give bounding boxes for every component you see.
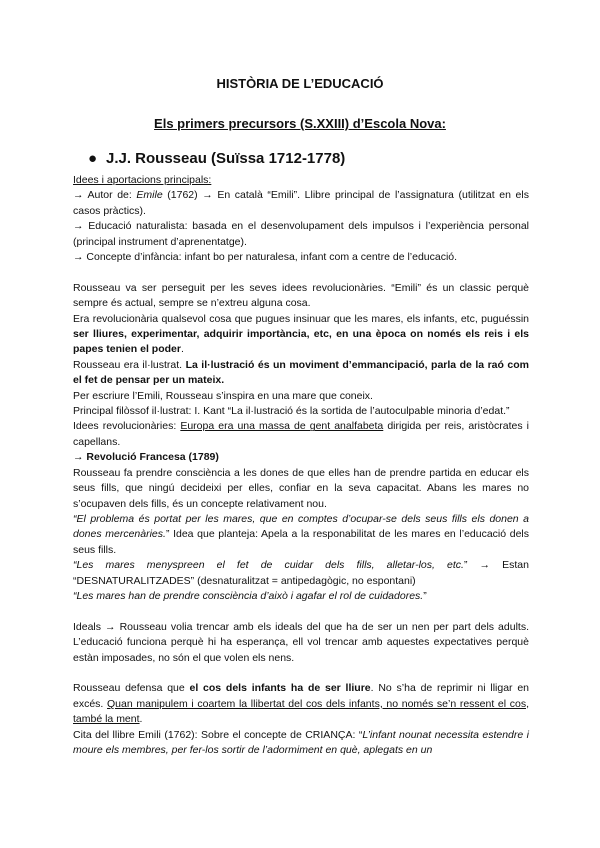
text-span: Quan manipulem i coartem la llibertat del cos dels infants, no només se’n ressent el cos, també la ment <box>73 697 530 726</box>
document-subtitle: Els primers precursors (S.XXIII) d’Escola Nova: <box>154 116 446 131</box>
paragraph <box>73 512 529 558</box>
section-heading <box>88 150 345 167</box>
text-span: La il·lustració és un moviment d’emmancipació, parla de la raó com el fet de pensar per un mateix. <box>73 358 529 387</box>
text-span: → Autor de: <box>73 189 137 202</box>
paragraph: → Concepte d’infància: infant bo per naturalesa, infant com a centre de l’educació. <box>73 251 458 264</box>
document-title: HISTÒRIA DE L’EDUCACIÓ <box>216 76 384 91</box>
text-span: ” Idea que planteja: Apela a la responabilitat de les mares en l’educació dels seus fills. <box>73 528 529 556</box>
text-span: Rousseau defensa que <box>73 682 190 695</box>
paragraph <box>73 558 529 589</box>
text-span: Era revolucionària qualsevol cosa que pugues insinuar que les mares, els infants, etc, puguéssin <box>73 312 529 325</box>
paragraph <box>73 188 529 219</box>
text-span: . <box>180 343 184 356</box>
paragraph: → Revolució Francesa (1789) <box>73 451 219 464</box>
text-span: L’infant nounat necessita estendre i moure els membres, per fer-los sortir de l’adormiment en què, aplegats en un <box>73 728 529 756</box>
text-span: Cita del llibre Emili (1762): Sobre el concepte de CRIANÇA: “ <box>73 728 363 741</box>
section-heading-text: J.J. Rousseau (Suïssa 1712-1778) <box>106 150 346 167</box>
text-span: “Les mares menyspreen el fet de cuidar dels fills, alletar-los, etc. <box>73 559 464 572</box>
paragraph: Ideals → Rousseau volia trencar amb els ideals del que ha de ser un nen per part dels adults. L’educació funciona perquè hi ha esperança, ell vol trencar amb aquestes expectatives perquè estàn imposades, no són el que volen els nens. <box>73 620 529 664</box>
text-span: . No s’ha de reprimir ni lligar en excés. <box>73 682 530 710</box>
document-body <box>73 173 529 758</box>
paragraph: Rousseau va ser perseguit per les seves idees revolucionàries. “Emili” és un classic perquè sempre és actual, sempre se n’extreu alguna cosa. <box>73 281 529 310</box>
text-span: Idees i aportacions principals: <box>73 174 212 186</box>
text-span: . <box>139 713 143 726</box>
text-span: ser lliures, experimentar, adquirir importància, etc, en una època on només els reis i els papes tenien el poder <box>73 328 529 356</box>
bullet-icon: ● <box>88 150 98 167</box>
text-span: Rousseau era il·lustrat. <box>73 358 186 371</box>
paragraph: Rousseau fa prendre consciència a les dones de que elles han de prendre partida en educar els seus fills, que ningú decideixi per elles, confiar en la seva capacitat. Abans les mares no s’ocupaven dels fills, és un concepte relativament nou. <box>73 466 529 510</box>
text-span: Idees revolucionàries: <box>73 420 181 433</box>
spacer <box>73 604 529 619</box>
paragraph <box>73 681 529 727</box>
text-span: dirigida per reis, aristòcrates i capellans. <box>73 420 529 448</box>
paragraph <box>73 419 529 450</box>
text-span: (1762) → En català “Emili”. Llibre principal de l’assignatura (utilitzat en els casos pràctics). <box>73 189 529 217</box>
paragraph <box>73 173 529 188</box>
paragraph <box>73 728 529 759</box>
paragraph <box>73 312 529 358</box>
text-span: “El problema és portat per les mares, que en comptes d’ocupar-se dels seus fills els donen a dones mercenàries. <box>73 512 529 541</box>
text-span: “Les mares han de prendre consciència d’això i agafar el rol de cuidadores. <box>73 589 424 602</box>
spacer <box>73 666 529 681</box>
text-span: ” → Estan “DESNATURALITZADES” (desnaturalitzat = antipedagògic, no espontani) <box>73 559 529 587</box>
text-span: el cos dels infants ha de ser lliure <box>189 682 371 695</box>
paragraph <box>73 358 529 389</box>
paragraph <box>73 589 529 604</box>
text-span: Emile <box>136 189 163 202</box>
text-span: ” <box>423 589 427 602</box>
text-span: Europa era una massa de gent analfabeta <box>180 420 384 433</box>
spacer <box>73 265 529 280</box>
paragraph: Per escriure l’Emili, Rousseau s’inspira en una mare que coneix. <box>73 389 373 402</box>
paragraph: → Educació naturalista: basada en el desenvolupament dels impulsos i l’experiència personal (principal instrument d’aprenentatge). <box>73 220 529 248</box>
paragraph: Principal filòssof il·lustrat: I. Kant “La il·lustració és la sortida de l’autoculpable minoria d’edat.” <box>73 405 510 418</box>
